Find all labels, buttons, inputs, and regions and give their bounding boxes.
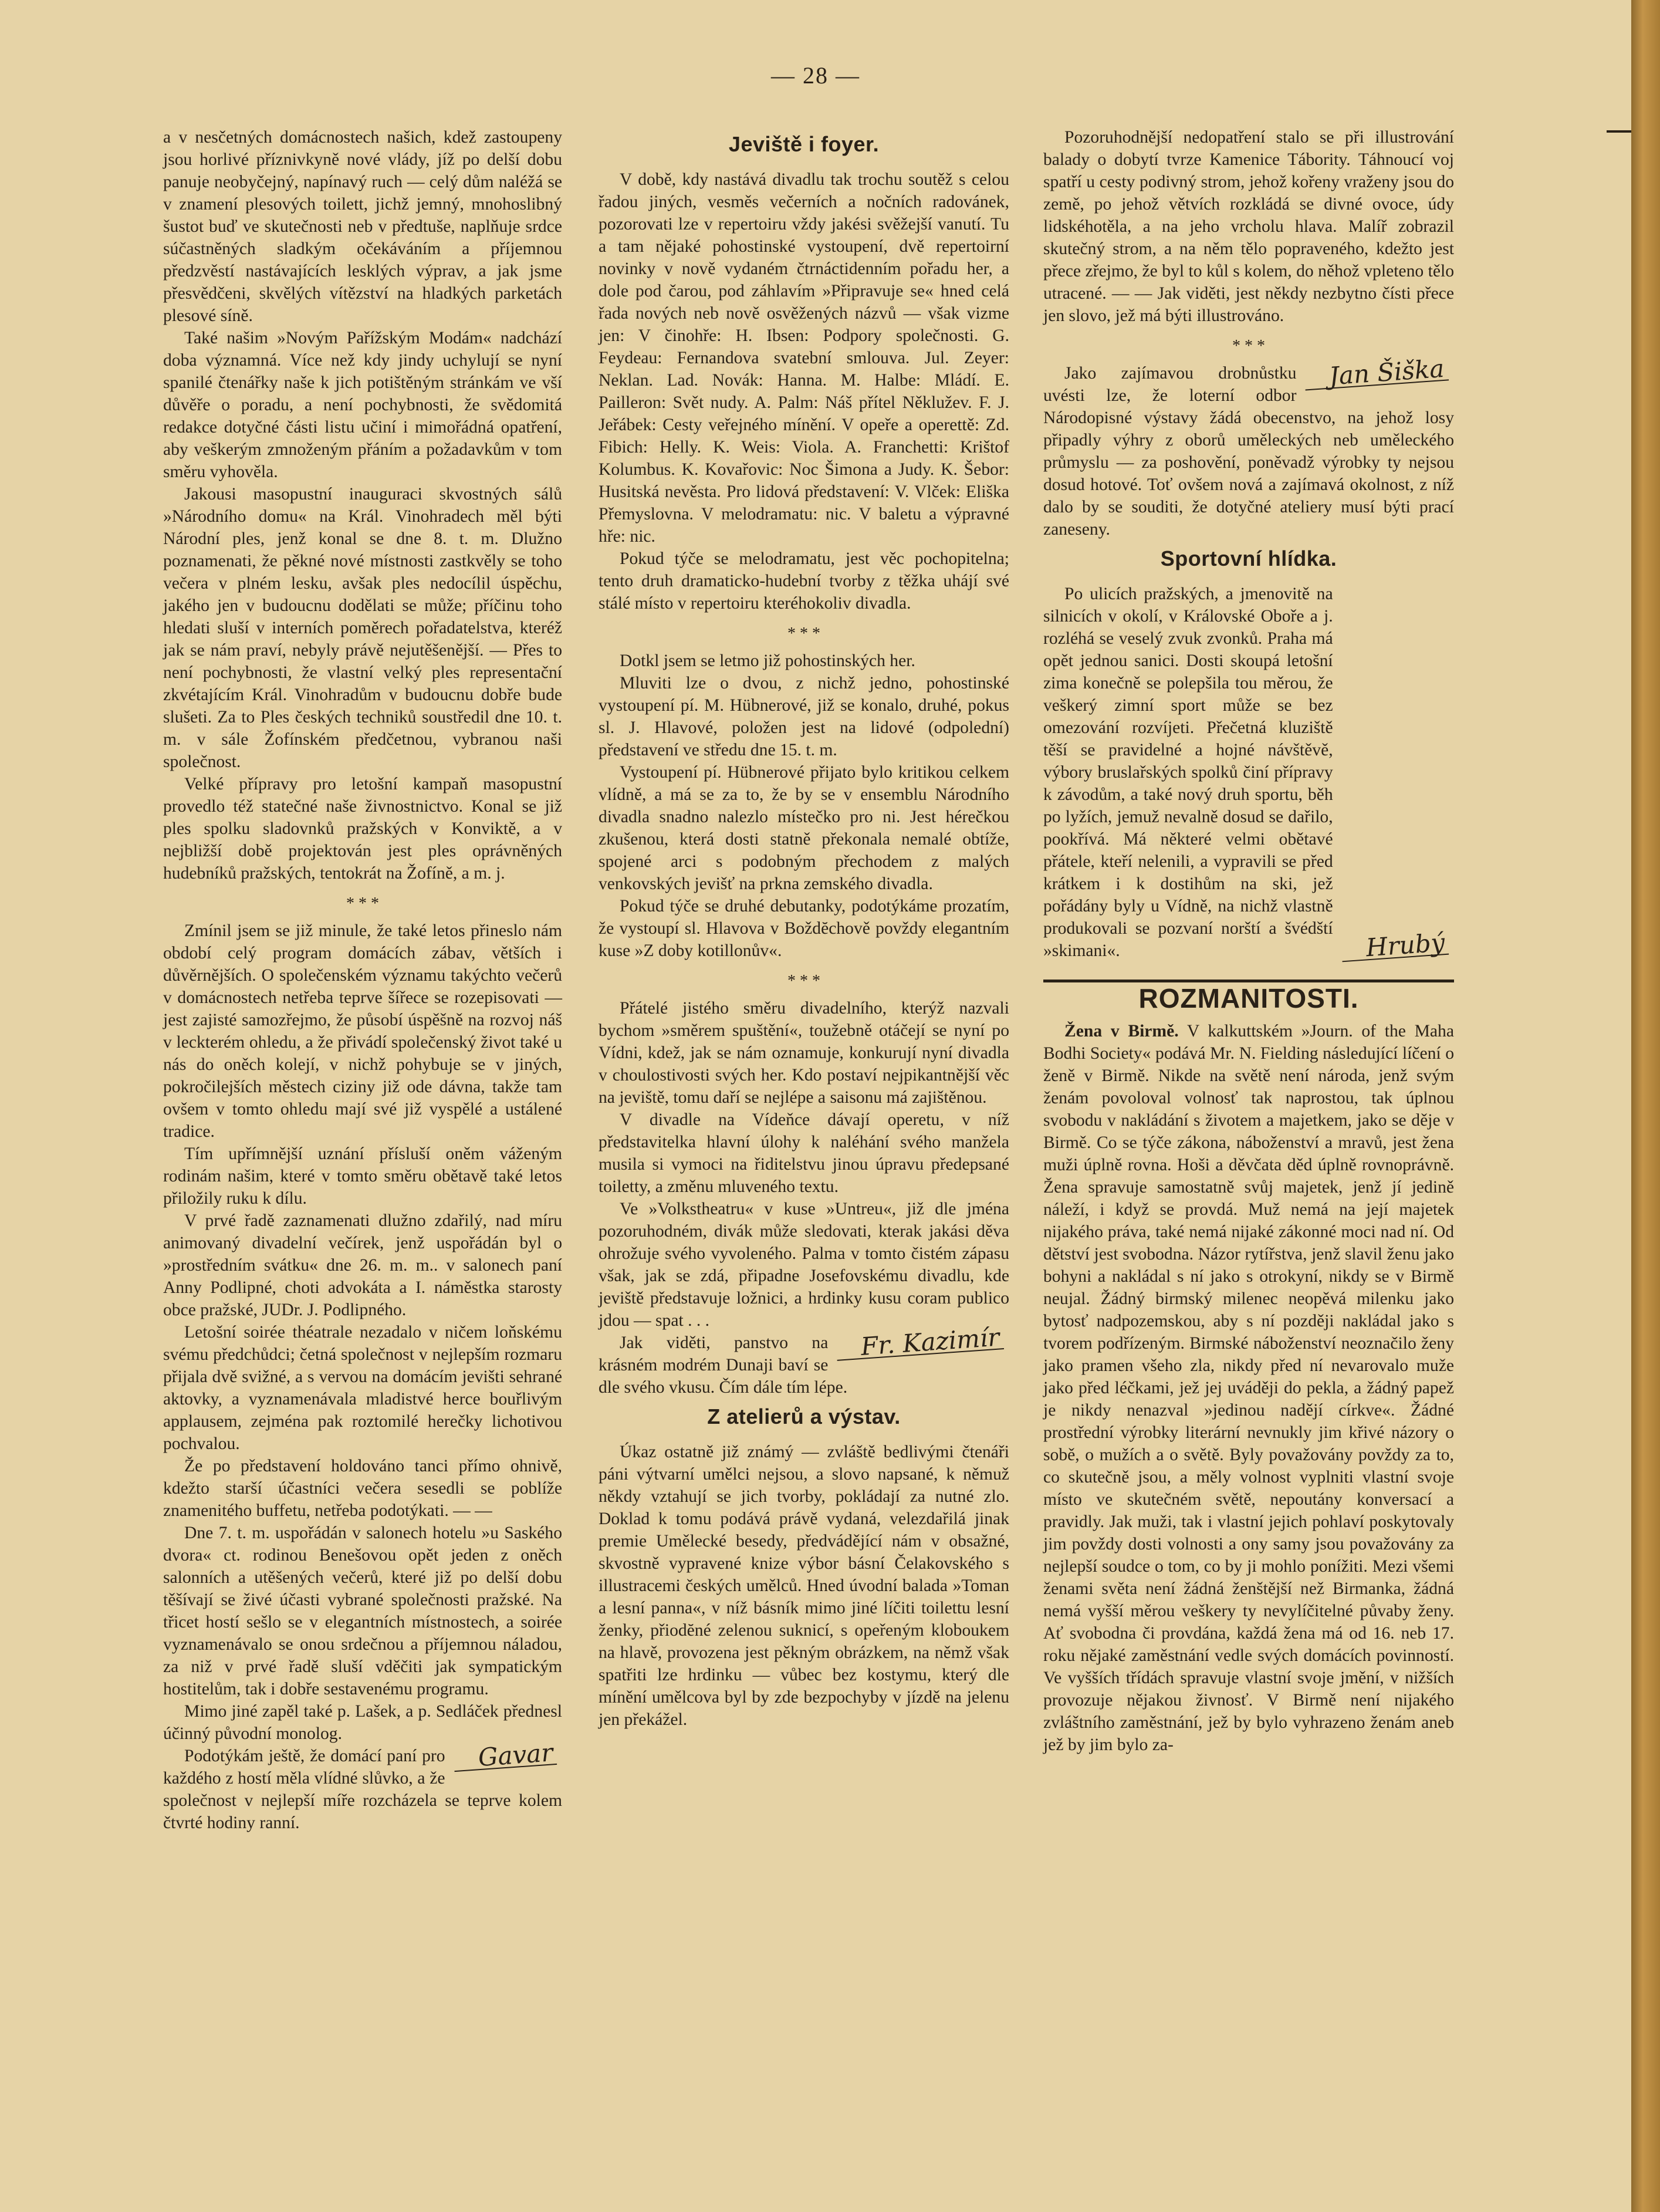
section-title: Jeviště i foyer. [728,132,880,156]
margin-mark [1607,130,1631,133]
section-separator: * * * [346,894,379,913]
paragraph: Pokud týče se melodramatu, jest věc pochopitelna; tento druh dramaticko-hudební tvorby z těžka uhájí své stálé místo v repertoiru kteréhokoliv divadla. [599,549,1009,613]
paragraph: Jakousi masopustní inauguraci skvostných sálů »Národního domu« na Král. Vinohradech měl býti Národní ples, jenž konal se dne 8. t. m. Dlužno poznamenati, že pěkné nové místnosti zastkvěly se toho večera v plném lesku, avšak ples nedocílil úspěchu, jakého jen v budoucnu dodělati se může; příčinu toho hledati sluší v interních poměrech pořadatelstva, kteréž jak se nám praví, nebyly právě nejutěšenější. — Přes to není pochybnosti, že vlastní velký ples representační zkvétajícím Král. Vinohradům v budoucnu dobře bude slušeti. Za to Ples českých techniků soustředil dne 10. t. m. v sále Žofínském předčetnou, vybranou naši společnost. [163,485,562,771]
paragraph: Vystoupení pí. Hübnerové přijato bylo kritikou celkem vlídně, a má se za to, že by se v ensemblu Národního divadla snadno nalezlo místečko pro ni. Jest hérečkou zkušenou, která dosti statně překonala nemalé obtíže, spojené arci s podobným přechodem z malých venkovských jevišť na prkna zemského divadla. [599,763,1009,893]
author-signature: Gavar [452,1741,557,1772]
paragraph-text: Po ulicích pražských, a jmenovitě na silnicích v okolí, v Královské Oboře a j. rozléhá se veselý zvuk zvonků. Praha má opět jednou sanici. Dosti skoupá letošní zima konečně se polepšila tou měrou, že veškerý zimní sport může se bez omezování rozvíjeti. Přečetná kluziště těší se pravidelné a hojné návštěvě, výbory bruslařských spolků činí přípravy k závodům, a také nový druh sportu, běh po lyžích, jemuž nevalně dosud se dařilo, pookřívá. Má některé velmi obětavé přátele, kteří nelenili, a vypravili se před krátkem i k dostihům na ski, jež pořádány byly u Vídně, na nichž vlastně produkovali se pozvaní norští a švédští »skimani«. [1043,585,1333,960]
paragraph [599,1322,1009,1399]
paragraph: Mimo jiné zapěl také p. Lašek, a p. Sedláček přednesl účinný původní monolog. [163,1702,562,1743]
paragraph: Ve »Volkstheatru« v kuse »Untreu«, již dle jména pozoruhodném, divák může sledovati, kterak jakási děva ohrožuje svého vyvoleného. Palma v tomto čistém zápasu však, jak se zdá, připadne Josefovskému divadlu, kde jeviště představuje ložnici, a hrdinky kusu coram publico jdou — spat . . . [599,1200,1009,1330]
paragraph: Pokud týče se druhé debutanky, podotýkáme prozatím, že vystoupí sl. Hlavova v Boždĕchově povždy elegantním kuse »Z doby kotillonův«. [599,897,1009,960]
paragraph: Zmínil jsem se již minule, že také letos přineslo nám období celý program domácích zábav, větších i důvěrnějších. O společenském významu takýchto večerů v domácnostech netřeba teprve šířece se rozepisovati — jest zajisté samozřejmo, že působí úspěšně na rozvoj náš v leckterém ohledu, a že přivádí společenský život také u nás do oněch kolejí, v nichž pohybuje se v jiných, pokročilejších městech ciziny již ode dávna, takže tam ovšem v tomto ohledu mají své již vyspělé a ustálené tradice. [163,921,562,1141]
column-right [1043,126,1454,1756]
paragraph [1043,1020,1454,1756]
paragraph: Pozoruhodnější nedopatření stalo se při illustrování balady o dobytí tvrze Kamenice Tábority. Táhnoucí voj spatří u cesty podivný strom, jehož kořeny vraženy jsou do země, po jehož větvích rozkládá se divné ovoce, údy lidskéhotěla, a na jeho vrcholu hlava. Malíř zobrazil skutečný strom, a na něm tělo popraveného, kdežto jest přece zřejmo, že byl to kůl s kolem, do něhož vpleteno tělo utracené. — — Jak viděti, jest někdy nezbytno čísti přece jen slovo, jež má býti illustrováno. [1043,128,1454,325]
paragraph: Mluviti lze o dvou, z nichž jedno, pohostinské vystoupení pí. M. Hübnerové, již se konalo, druhé, pokus sl. J. Hlavové, položen jest na lidové (odpolední) představení ve středu dne 15. t. m. [599,674,1009,759]
section-separator: * * * [1232,337,1265,355]
column-middle [599,126,1009,1731]
section-separator: * * * [787,624,820,643]
paragraph: Letošní soirée théatrale nezadalo v ničem loňskému svému předchůdci; četná společnost v nejlepším rozmaru přijala dvě svižné, a s vervou na domácím jevišti sehrané aktovky, a vyznamenávala mladistvé herce bouřlivým applausem, zejména pak roztomilé herečky lichotivou pochvalou. [163,1323,562,1453]
book-spine [1631,0,1660,2212]
paragraph: V době, kdy nastává divadlu tak trochu soutěž s celou řadou jiných, vesměs večerních a nočních radovánek, pozorovati lze v repertoiru vždy jakési svěžejší vanutí. Tu a tam nějaké pohostinské vystoupení, dvě repertoirní novinky v nově vydaném čtrnáctidenním pořadu her, a dole pod čarou, pod záhlavím »Připravuje se« hned celá řada nových neb nově osvěžených názvů — však vizme jen: V činohře: H. Ibsen: Podpory společnosti. G. Feydeau: Fernandova svatební smlouva. Jul. Zeyer: Neklan. Lad. Novák: Hanna. M. Halbe: Mládí. E. Pailleron: Svět nudy. A. Palm: Náš přítel Něklužev. F. J. Jeřábek: Cesty veřejného mínění. V opeře a operettě: Zd. Fibich: Helly. K. Weis: Viola. A. Franchetti: Krištof Kolumbus. K. Kovařovic: Noc Šimona a Judy. K. Šebor: Husitská nevěsta. Pro lidová představení: V. Vlček: Eliška Přemyslovna. V melodramatu: nic. V baletu a výpravné hře: nic. [599,170,1009,546]
author-signature: Hrubý [1340,931,1449,963]
paragraph-text: V kalkuttském »Journ. of the Maha Bodhi Society« podává Mr. N. Fielding následující líčení o ženě v Birmě. Nikde na světě není národa, jenž svým ženám povoloval volnosť tak naprostou, tak úplnou svobodu v nakládání s životem a majetkem, jako se děje v Birmě. Co se týče zákona, náboženství a mravů, jest žena muži úplně rovna. Hoši a děvčata děd úplně rovnoprávně. Žena spravuje samostatně svůj majetek, jenž jí jedině náleží, i když se provdá. Muž nemá na její majetek nijakého práva, také nemá nijaké zákonné moci nad ní. Od dětství jest svobodna. Názor rytířstva, jenž slavil ženu jako bohyni a nakládal s ní jako s otrokyní, nikdy se v Birmě neujal. Žádný birmský milenec neopěvá milenku jako bytosť nadpozemskou, aby s ní později nakládal jako s tvorem podřízeným. Birmské náboženství neoznačilo ženy jako pramen všeho zla, nikdy před ní nevarovalo muže jako před léčkami, jež jej uváději do pekla, a žádný papež je nikdy nenazval »jedinou nadějí církve«. Žádné prostřední výrobky literární nevnukly jim křivé názory o sobě, o mužích a o světě. Byly považovány povždy za to, co skutečně jsou, a měly volnost vyplniti vlastní svoje místo ve skutečném světě, nepoutány konversací a pravidly. Jak muži, tak i vlastní jejich pohlaví poskytovaly jim povždy dosti volnosti a ony samy jsou považovány za nejlepší soudce o tom, co by ji mohlo ponížiti. Mezi všemi ženami světa není žádná ženštější než Birmanka, žádná nemá vyšší měrou veškery ty nevylíčitelné půvaby ženy. Ať svobodna či provdána, každá žena má od 16. neb 17. roku nějaké zaměstnání vedle svých domácích povinností. Ve vyšších třídách spravuje vlastní svoje jmění, v nižších provozuje nějakou živnosť. V Birmě není nijakého zvláštního zaměstnání, jež by bylo vyhrazeno ženám aneb jež by jim bylo za- [1043,1022,1454,1754]
paragraph [163,1738,562,1834]
paragraph [1043,353,1454,541]
paragraph-text: Jako zajímavou drobnůstku uvésti lze, že loterní odbor Národopisné výstavy žádá obecenstvo, na jehož losy připadly výhry z oborů uměleckých neb uměleckého průmyslu — za poshovění, poněvadž výrobky ty nejsou dosud hotové. Toť ovšem nová a zajímavá okolnost, z níž dalo by se souditi, že dotyčné ateliery musí býti prací zaneseny. [1043,364,1454,539]
paragraph: Také našim »Novým Pařížským Modám« nadchází doba významná. Více než kdy jindy uchylují se nyní spanilé čtenářky naše k jich potištěným stránkám ve vší důvěře o poradu, a není pochybnosti, že svědomitá redakce dotyčné části listu učiní i mimořádná opatření, aby veškerým zmnoženým přáním a požadavkům v tom směru vyhověla. [163,329,562,481]
paragraph: Dne 7. t. m. uspořádán v salonech hotelu »u Saského dvora« ct. rodinou Benešovou opět jeden z oněch salonních a utěšených večerů, které již po delší dobu těšívají se živé účasti vybrané společnosti pražské. Na třicet hostí sešlo se v elegantních místnostech, a soirée vyznamenávalo se onou srdečnou a příjemnou náladou, za niž v prvé řadě sluší vděčiti jak sympatickým hostitelům, tak i dobře sestavenému programu. [163,1524,562,1698]
section-title: Z atelierů a výstav. [707,1404,901,1428]
paragraph: Dotkl jsem se letmo již pohostinských her. [620,651,915,670]
paragraph: Úkaz ostatně již známý — zvláště bedlivými čtenáři páni výtvarní umělci nejsou, a slovo napsané, k němuž někdy vztahují se jich tvorby, pokládají za nutné zlo. Doklad k tomu podává právě vydaná, velezdařilá jinak premie Umělecké besedy, předvádějící nám v obsažné, skvostně vypravené knize výbor básní Čelakovského s illustracemi českých umělců. Hned úvodní balada »Toman a lesní panna«, v níž básník mimo jiné líčiti toilettu lesní ženky, přiodĕné zelenou suknicí, s opeřeným kloboukem na hlavě, provozena jest pěkným obrázkem, na němž však spatřiti lze hrdinku — vůbec bez kostymu, který dle mínění umělcova byl by zde bezpochyby v jízdě na jelenu jen překážel. [599,1443,1009,1729]
author-signature: Fr. Kazimír [836,1326,1004,1361]
section-divider [1043,980,1454,982]
paragraph: V divadle na Vídeňce dávají operetu, v níž představitelka hlavní úlohy k naléhání svého manžela musila si vymoci na řiditelstvu jinou úpravu předepsané toiletty, a změnu mluveného textu. [599,1110,1009,1196]
section-title: ROZMANITOSTI. [1138,983,1359,1014]
paragraph-text: Jak viděti, panstvo na krásném modrém Dunaji baví se dle svého vkusu. Čím dále tím lépe. [599,1333,848,1397]
paragraph: Velké přípravy pro letošní kampaň masopustní provedlo též statečné naše živnostnictvo. Konal se již ples spolku sladovnků pražských v Konviktě, a v nejbližší době projektován jest ples oprávněných hudebníků pražských, tentokrát na Žofíně, a m. j. [163,775,562,883]
paragraph [1043,583,1454,962]
paragraph: Tím upřímnější uznání přísluší oněm váženým rodinám našim, které v tomto směru obětavě také letos přiložily ruku k dílu. [163,1144,562,1208]
paragraph: Že po představení holdováno tanci přímo ohnivě, kdežto starší účastníci večera sesedli se poblíže znamenitého buffetu, netřeba podotýkati. — — [163,1457,562,1520]
paragraph-text: Podotýkám ještě, že domácí paní pro každého z hostí měla vlídné slůvko, a že společnost v nejlepší míře rozcházela se teprve kolem čtvrté hodiny ranní. [163,1747,562,1832]
page-number: — 28 — [771,62,860,89]
paragraph: a v nesčetných domácnostech našich, kdež zastoupeny jsou horlivé příznivkyně nové vlády, jíž po delší dobu panuje neobyčejný, napínavý ruch — celý dům naléžá se v znamení plesových toilett, jichž jemný, mnohoslibný šustot buď ve skutečnosti neb v předtuše, naplňuje srdce súčastněných sladkým očekáváním a příjemnou předzvěstí nastávajících lesklých výprav, a jak jsme přesvědčeni, skvělých vítězství na hladkých parketách plesové síně. [163,128,562,325]
author-signature: Jan Šiška [1304,357,1449,391]
section-separator: * * * [787,972,820,990]
section-title: Sportovní hlídka. [1160,546,1337,570]
paragraph: V prvé řadě zaznamenati dlužno zdařilý, nad míru animovaný divadelní večírek, jenž uspořádán byl o »prostředním svátku« dne 26. m. m.. v salonech paní Anny Podlipné, choti advokáta a I. náměstka starosty obce pražské, JUDr. J. Podlipného. [163,1211,562,1319]
paragraph: Přátelé jistého směru divadelního, kterýž nazvali bychom »směrem spuštění«, toužebně otáčejí se nyní po Vídni, kdež, jak se nám oznamuje, konkurují nyní divadla v choulostivosti svých her. Kdo postaví nejpikantnější věc na jeviště, tomu daří se nejlépe a saisonu má zajištěnou. [599,999,1009,1107]
column-left [163,126,562,1834]
article-lead: Žena v Birmě. [1064,1022,1179,1041]
